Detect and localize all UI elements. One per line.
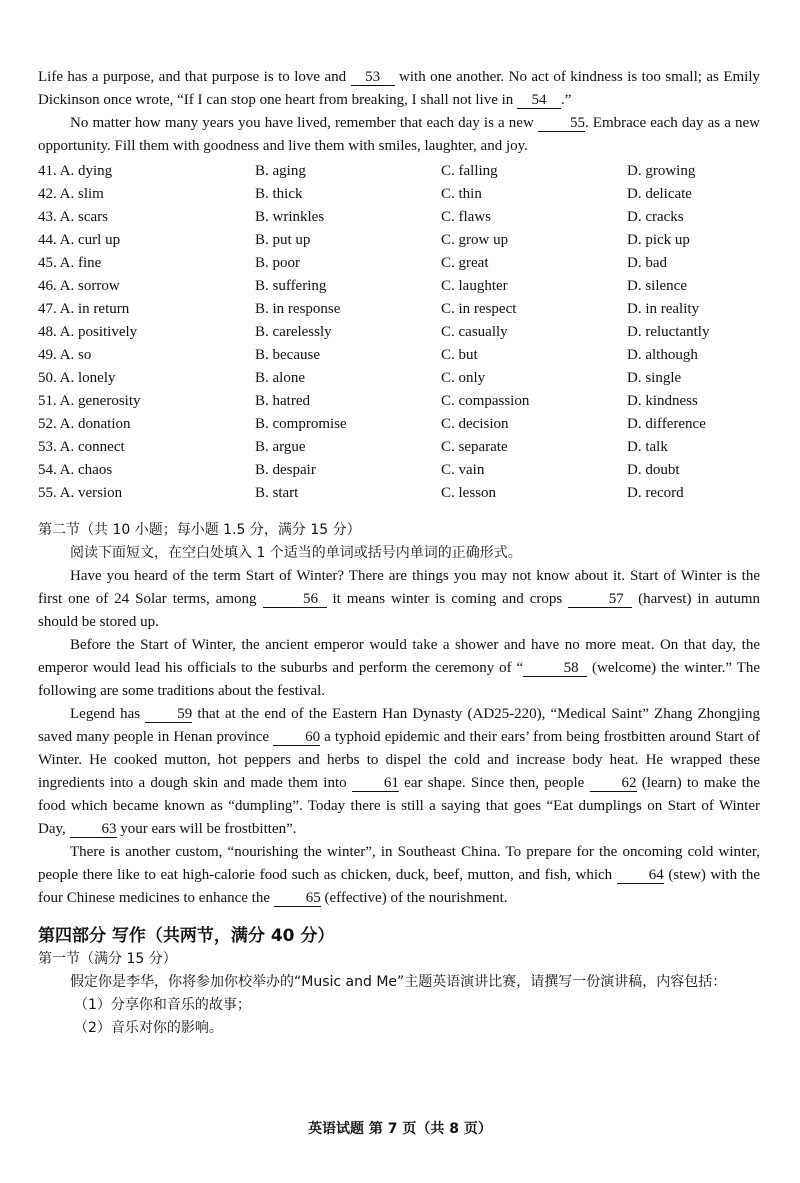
passage-paragraph [38, 66, 760, 112]
options-table [38, 160, 760, 505]
option-b: B. wrinkles [255, 209, 325, 225]
option-b: B. alone [255, 370, 305, 386]
blank-55: 55 [538, 115, 585, 132]
section-instruction: 阅读下面短文，在空白处填入 1 个适当的单词或括号内单词的正确形式。 [70, 545, 522, 561]
option-c: C. decision [441, 416, 509, 432]
text: .” [561, 92, 572, 108]
option-c: C. compassion [441, 393, 530, 409]
blank-62: 62 [590, 775, 637, 792]
exam-page [38, 66, 760, 1040]
option-a: 43. A. scars [38, 209, 108, 225]
option-row [38, 252, 760, 275]
blank-60: 60 [273, 729, 320, 746]
option-row [38, 436, 760, 459]
option-d: D. reluctantly [627, 324, 710, 340]
option-d: D. single [627, 370, 682, 386]
blank-65: 65 [274, 890, 321, 907]
option-a: 42. A. slim [38, 186, 104, 202]
option-b: B. despair [255, 462, 316, 478]
option-row [38, 390, 760, 413]
option-c: C. grow up [441, 232, 509, 248]
option-row [38, 298, 760, 321]
option-a: 45. A. fine [38, 255, 102, 271]
blank-56: 56 [263, 591, 327, 608]
option-row [38, 321, 760, 344]
option-b: B. because [255, 347, 320, 363]
text: (learn) to make the food which became known as “dumpling”. Today there is still a saying that goes “Eat dumplings on Start of Winter Day, [38, 775, 760, 837]
text: No matter how many years you have lived, remember that each day is a new [70, 115, 538, 131]
option-a: 51. A. generosity [38, 393, 141, 409]
option-a: 49. A. so [38, 347, 92, 363]
section-title: 第二节（共 10 小题；每小题 1.5 分，满分 15 分） [38, 522, 361, 538]
option-b: B. aging [255, 163, 306, 179]
option-d: D. record [627, 485, 684, 501]
option-d: D. pick up [627, 232, 690, 248]
prompt-item: （1）分享你和音乐的故事； [74, 997, 251, 1013]
option-d: D. silence [627, 278, 687, 294]
text: There is another custom, “nourishing the winter”, in Southeast China. To prepare for the oncoming cold winter, people there like to eat high-calorie food such as chicken, duck, beef, mutton, and fish, which [38, 844, 760, 883]
text: it means winter is coming and crops [326, 591, 569, 607]
text: your ears will be frostbitten”. [116, 821, 297, 837]
text: ear shape. Since then, people [398, 775, 590, 791]
option-row [38, 183, 760, 206]
option-c: C. laughter [441, 278, 508, 294]
option-a: 44. A. curl up [38, 232, 121, 248]
text: with one another. No act of kindness is too small; as Emily Dickinson once wrote, “If I can stop one heart from breaking, I shall not live in [38, 69, 760, 108]
blank-64: 64 [617, 867, 664, 884]
blank-57: 57 [568, 591, 632, 608]
text: Life has a purpose, and that purpose is to love and [38, 69, 351, 85]
passage-paragraph [38, 841, 760, 910]
option-c: C. vain [441, 462, 485, 478]
option-d: D. difference [627, 416, 706, 432]
option-a: 48. A. positively [38, 324, 138, 340]
option-a: 50. A. lonely [38, 370, 116, 386]
option-d: D. in reality [627, 301, 700, 317]
text: Have you heard of the term Start of Winter? There are things you may not know about it. Start of Winter is the first one of 24 Solar terms, among [38, 568, 760, 607]
blank-61: 61 [352, 775, 399, 792]
text: (harvest) in autumn should be stored up. [38, 591, 760, 630]
blank-59: 59 [145, 706, 192, 723]
option-c: C. flaws [441, 209, 491, 225]
text: (welcome) the winter.” The following are some traditions about the festival. [38, 660, 760, 699]
option-b: B. thick [255, 186, 303, 202]
option-row [38, 344, 760, 367]
option-d: D. growing [627, 163, 696, 179]
option-c: C. only [441, 370, 486, 386]
option-d: D. doubt [627, 462, 680, 478]
blank-53: 53 [351, 69, 395, 86]
prompt-item: （2）音乐对你的影响。 [74, 1020, 223, 1036]
option-a: 54. A. chaos [38, 462, 113, 478]
option-a: 47. A. in return [38, 301, 130, 317]
option-b: B. argue [255, 439, 306, 455]
option-b: B. carelessly [255, 324, 332, 340]
option-c: C. great [441, 255, 489, 271]
option-c: C. falling [441, 163, 498, 179]
option-b: B. start [255, 485, 299, 501]
option-b: B. in response [255, 301, 341, 317]
passage-paragraph [38, 565, 760, 634]
part-title: 第四部分 写作（共两节，满分 40 分） [38, 926, 335, 946]
option-c: C. casually [441, 324, 508, 340]
option-d: D. talk [627, 439, 668, 455]
option-c: C. lesson [441, 485, 497, 501]
passage-paragraph [38, 112, 760, 158]
option-row [38, 367, 760, 390]
option-b: B. suffering [255, 278, 327, 294]
option-a: 53. A. connect [38, 439, 125, 455]
text: that at the end of the Eastern Han Dynasty (AD25-220), “Medical Saint” Zhang Zhongjing saved many people in Henan province [38, 706, 760, 745]
option-row [38, 275, 760, 298]
passage-paragraph [38, 703, 760, 841]
option-c: C. in respect [441, 301, 517, 317]
option-d: D. although [627, 347, 698, 363]
option-d: D. kindness [627, 393, 698, 409]
blank-54: 54 [517, 92, 561, 109]
option-a: 52. A. donation [38, 416, 131, 432]
text: Before the Start of Winter, the ancient emperor would take a shower and have no more meat. On that day, the emperor would lead his officials to the suburbs and perform the ceremony of “ [38, 637, 760, 676]
option-b: B. hatred [255, 393, 310, 409]
text: Legend has [70, 706, 146, 722]
text: . Embrace each day as a new opportunity. Fill them with goodness and live them with smiles, laughter, and joy. [38, 115, 760, 154]
option-d: D. delicate [627, 186, 692, 202]
option-b: B. compromise [255, 416, 347, 432]
option-a: 55. A. version [38, 485, 123, 501]
option-c: C. but [441, 347, 478, 363]
blank-58: 58 [523, 660, 587, 677]
text: (effective) of the nourishment. [320, 890, 508, 906]
option-row [38, 160, 760, 183]
subsection-title: 第一节（满分 15 分） [38, 951, 177, 967]
option-d: D. bad [627, 255, 667, 271]
option-a: 46. A. sorrow [38, 278, 120, 294]
option-c: C. thin [441, 186, 482, 202]
option-row [38, 482, 760, 505]
option-c: C. separate [441, 439, 508, 455]
option-b: B. put up [255, 232, 311, 248]
passage-paragraph [38, 634, 760, 703]
text: (stew) with the four Chinese medicines to enhance the [38, 867, 760, 906]
option-b: B. poor [255, 255, 300, 271]
blank-63: 63 [70, 821, 117, 838]
option-row [38, 229, 760, 252]
text: a typhoid epidemic and their ears’ from being frostbitten around Start of Winter. He cooked mutton, hot peppers and herbs to dispel the cold and increase body heat. He wrapped these ingredients into a dough skin and made them into [38, 729, 760, 791]
option-a: 41. A. dying [38, 163, 113, 179]
option-row [38, 206, 760, 229]
option-row [38, 459, 760, 482]
option-row [38, 413, 760, 436]
option-d: D. cracks [627, 209, 684, 225]
writing-prompt: 假定你是李华，你将参加你校举办的“Music and Me”主题英语演讲比赛，请撰写一份演讲稿，内容包括： [70, 974, 727, 990]
page-footer: 英语试题 第 7 页（共 8 页） [308, 1121, 492, 1137]
